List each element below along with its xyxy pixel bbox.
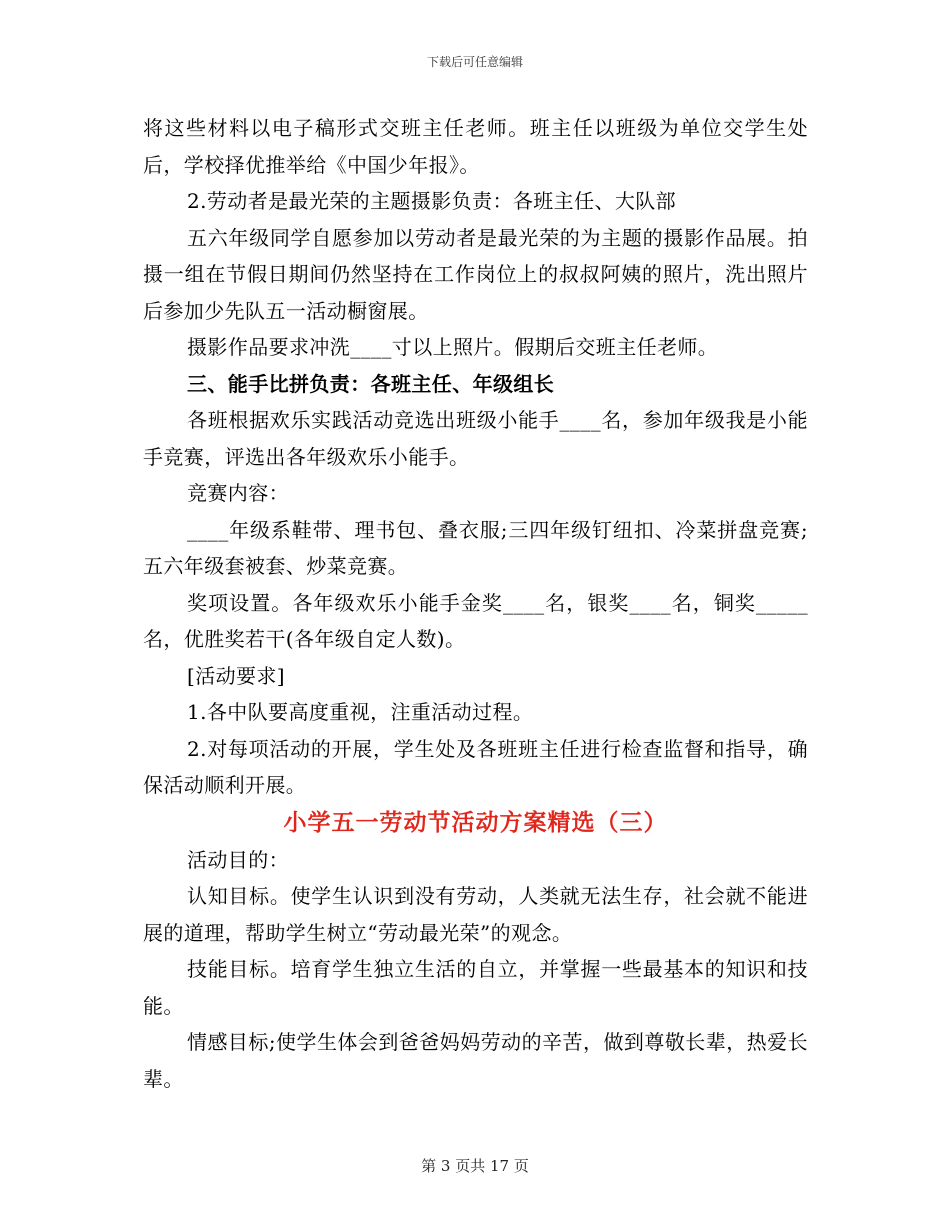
paragraph: 1.各中队要高度重视，注重活动过程。 bbox=[187, 700, 534, 724]
paragraph: 竞赛内容： bbox=[187, 481, 289, 505]
paragraph: 认知目标。使学生认识到没有劳动，人类就无法生存，社会就不能进展的道理，帮助学生树立“劳动最光荣”的观念。 bbox=[143, 884, 808, 945]
paragraph: 活动目的： bbox=[187, 847, 289, 872]
page-footer: 第 3 页共 17 页 bbox=[421, 1157, 529, 1175]
paragraph: 2.劳动者是最光荣的主题摄影负责：各班主任、大队部 bbox=[187, 189, 677, 213]
paragraph: 2.对每项活动的开展，学生处及各班班主任进行检查监督和指导，确保活动顺利开展。 bbox=[143, 736, 808, 797]
paragraph: 五六年级同学自愿参加以劳动者是最光荣的为主题的摄影作品展。拍摄一组在节假日期间仍然坚持在工作岗位上的叔叔阿姨的照片，洗出照片后参加少先队五一活动橱窗展。 bbox=[143, 225, 808, 323]
paragraph: ____年级系鞋带、理书包、叠衣服;三四年级钉纽扣、冷菜拼盘竞赛;五六年级套被套、炒菜竞赛。 bbox=[143, 517, 808, 578]
section-title: 小学五一劳动节活动方案精选（三） bbox=[283, 808, 668, 836]
document-body bbox=[143, 110, 808, 1097]
paragraph: 各班根据欢乐实践活动竞选出班级小能手____名，参加年级我是小能手竞赛，评选出各年级欢乐小能手。 bbox=[143, 408, 808, 469]
paragraph: 将这些材料以电子稿形式交班主任老师。班主任以班级为单位交学生处后，学校择优推举给《中国少年报》。 bbox=[143, 116, 808, 177]
section-subheading: 三、能手比拼负责：各班主任、年级组长 bbox=[187, 371, 555, 396]
paragraph: 奖项设置。各年级欢乐小能手金奖____名，银奖____名，铜奖_____名，优胜奖若干(各年级自定人数)。 bbox=[143, 590, 808, 651]
paragraph: 情感目标;使学生体会到爸爸妈妈劳动的辛苦，做到尊敬长辈，热爱长辈。 bbox=[143, 1030, 808, 1091]
paragraph: 技能目标。培育学生独立生活的自立，并掌握一些最基本的知识和技能。 bbox=[143, 957, 808, 1018]
paragraph: [活动要求] bbox=[187, 663, 286, 688]
page-header: 下载后可任意编辑 bbox=[426, 55, 523, 69]
paragraph: 摄影作品要求冲洗____寸以上照片。假期后交班主任老师。 bbox=[187, 335, 719, 359]
